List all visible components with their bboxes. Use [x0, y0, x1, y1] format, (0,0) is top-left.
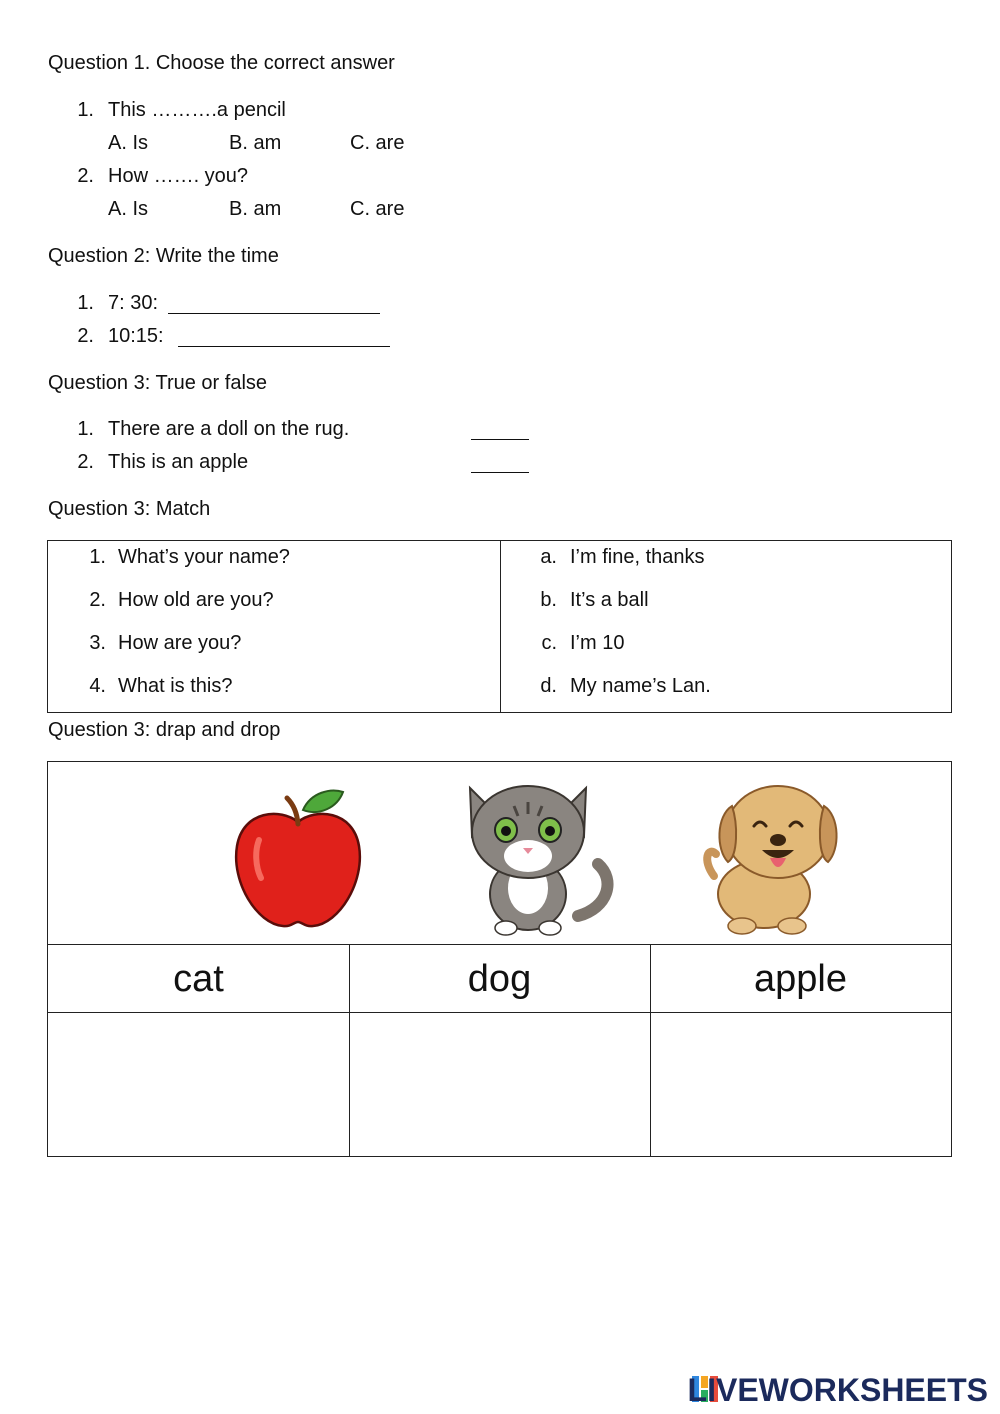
q1-item-1-option-a[interactable]: A. Is — [108, 132, 149, 154]
q2-item-2-text: 10:15: — [108, 325, 164, 347]
match-right-d-letter: d. — [540, 675, 557, 697]
match-right-c-text[interactable]: I’m 10 — [570, 632, 625, 654]
q2-heading: Question 2: Write the time — [48, 245, 279, 267]
q2-item-2-answer-input[interactable] — [178, 324, 390, 347]
match-right-b-text[interactable]: It’s a ball — [570, 589, 649, 611]
q3-tf-item-2-answer-input[interactable] — [471, 450, 529, 473]
match-left-1-text[interactable]: What’s your name? — [118, 546, 290, 568]
word-label-apple: apple — [754, 958, 847, 1000]
liveworksheets-logo[interactable]: LIVEWORKSHEETS — [687, 1372, 988, 1408]
drop-zone-cat[interactable] — [48, 1014, 348, 1156]
apple-image[interactable] — [231, 788, 366, 930]
match-left-3-text[interactable]: How are you? — [118, 632, 242, 654]
match-left-1-number: 1. — [89, 546, 106, 568]
match-left-3-number: 3. — [89, 632, 106, 654]
q3-tf-item-1-answer-input[interactable] — [471, 417, 529, 440]
q1-item-2-number: 2. — [77, 165, 94, 187]
q2-item-1-text: 7: 30: — [108, 292, 159, 314]
q1-item-2-option-c[interactable]: C. are — [350, 198, 405, 220]
match-right-a-text[interactable]: I’m fine, thanks — [570, 546, 705, 568]
q3-drag-heading: Question 3: drap and drop — [48, 719, 281, 741]
drag-drop-row-divider-2 — [48, 1012, 951, 1013]
match-right-c-letter: c. — [541, 632, 557, 654]
q3-tf-item-2-number: 2. — [77, 451, 94, 473]
q2-item-1-number: 1. — [77, 292, 94, 314]
match-right-a-letter: a. — [540, 546, 557, 568]
match-table — [47, 540, 952, 713]
q1-item-2-option-b[interactable]: B. am — [229, 198, 282, 220]
q3-tf-item-1-number: 1. — [77, 418, 94, 440]
drop-zone-apple[interactable] — [651, 1014, 951, 1156]
drag-drop-table — [47, 761, 952, 1157]
match-right-b-letter: b. — [540, 589, 557, 611]
q3-match-heading: Question 3: Match — [48, 498, 211, 520]
match-left-4-text[interactable]: What is this? — [118, 675, 233, 697]
q1-item-2-text: How ……. you? — [108, 165, 249, 187]
word-label-cat: cat — [173, 958, 224, 1000]
q1-item-2-option-a[interactable]: A. Is — [108, 198, 149, 220]
q1-item-1-number: 1. — [77, 99, 94, 121]
match-left-2-number: 2. — [89, 589, 106, 611]
match-table-divider — [500, 541, 501, 712]
q1-item-1-text: This ……….a pencil — [108, 99, 286, 121]
match-left-2-text[interactable]: How old are you? — [118, 589, 274, 611]
q2-item-2-number: 2. — [77, 325, 94, 347]
q1-heading: Question 1. Choose the correct answer — [48, 52, 395, 74]
drag-drop-row-divider-1 — [48, 944, 951, 945]
match-left-4-number: 4. — [89, 675, 106, 697]
q1-item-1-option-b[interactable]: B. am — [229, 132, 282, 154]
q2-item-1-answer-input[interactable] — [168, 291, 380, 314]
dog-image[interactable] — [698, 776, 843, 936]
q1-item-1-option-c[interactable]: C. are — [350, 132, 405, 154]
cat-image[interactable] — [458, 776, 618, 938]
q3-tf-item-2-text: This is an apple — [108, 451, 249, 473]
match-right-d-text[interactable]: My name’s Lan. — [570, 675, 711, 697]
q3-tf-item-1-text: There are a doll on the rug. — [108, 418, 350, 440]
drop-zone-dog[interactable] — [350, 1014, 650, 1156]
q3-tf-heading: Question 3: True or false — [48, 372, 268, 394]
word-label-dog: dog — [467, 958, 532, 1000]
